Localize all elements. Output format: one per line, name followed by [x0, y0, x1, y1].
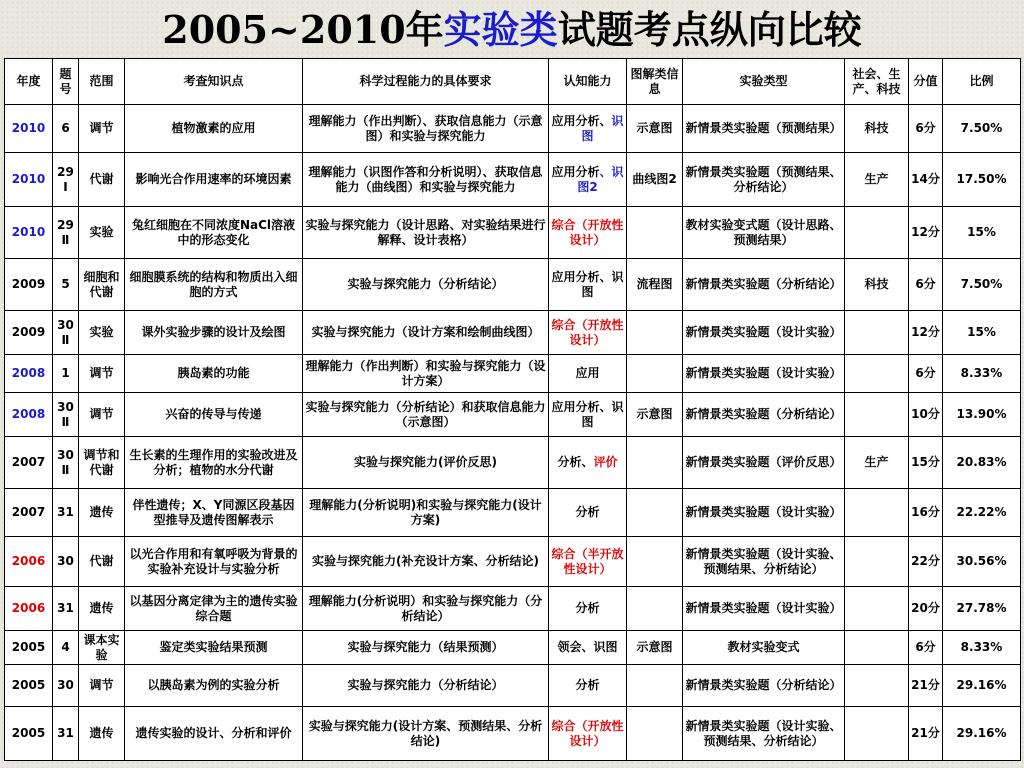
cell-graph [627, 311, 683, 355]
header-row [5, 59, 1021, 105]
cell-cognitive [549, 105, 627, 153]
table-row [5, 393, 1021, 437]
cell-knowledge: 兴奋的传导与传递 [125, 393, 303, 437]
table-row [5, 437, 1021, 489]
cell-ratio: 17.50% [943, 153, 1021, 207]
cell-cognitive [549, 207, 627, 259]
cell-year: 2009 [5, 311, 53, 355]
cell-num: 30 Ⅱ [53, 311, 79, 355]
table-row [5, 355, 1021, 393]
cell-num: 31 [53, 707, 79, 761]
cell-graph: 曲线图2 [627, 153, 683, 207]
cell-scope: 代谢 [79, 153, 125, 207]
cell-num: 1 [53, 355, 79, 393]
cell-score: 21分 [909, 707, 943, 761]
table-row [5, 587, 1021, 631]
cognitive-part: 应用 [575, 366, 600, 380]
cell-scope: 实验 [79, 311, 125, 355]
cell-cognitive [549, 153, 627, 207]
cell-type: 新情景类实验题（分析结论） [683, 665, 845, 707]
title-prefix: 2005~2010年 [162, 7, 444, 52]
cell-knowledge: 以光合作用和有氧呼吸为背景的实验补充设计与实验分析 [125, 537, 303, 587]
cell-cognitive [549, 393, 627, 437]
cell-scope: 细胞和代谢 [79, 259, 125, 311]
cell-graph [627, 707, 683, 761]
cell-ability: 理解能力（识图作答和分析说明）、获取信息能力（曲线图）和实验与探究能力 [303, 153, 549, 207]
cell-ability: 实验与探究能力(评价反思) [303, 437, 549, 489]
cell-type: 新情景类实验题（设计实验） [683, 587, 845, 631]
cognitive-part: 分析 [575, 678, 600, 692]
cell-year: 2008 [5, 393, 53, 437]
cell-scope: 调节和代谢 [79, 437, 125, 489]
cell-year: 2007 [5, 489, 53, 537]
cell-knowledge: 兔红细胞在不同浓度NaCl溶液中的形态变化 [125, 207, 303, 259]
cell-score: 16分 [909, 489, 943, 537]
cell-ability: 实验与探究能力(设计方案、预测结果、分析结论) [303, 707, 549, 761]
cell-year: 2005 [5, 631, 53, 665]
cell-type: 教材实验变式题（设计思路、预测结果） [683, 207, 845, 259]
cell-knowledge: 课外实验步骤的设计及绘图 [125, 311, 303, 355]
cell-ratio: 27.78% [943, 587, 1021, 631]
cognitive-part: 领会、识图 [557, 640, 618, 654]
cell-score: 12分 [909, 207, 943, 259]
cell-ability: 实验与探究能力（设计思路、对实验结果进行解释、设计表格） [303, 207, 549, 259]
cell-cognitive [549, 355, 627, 393]
cell-knowledge: 鉴定类实验结果预测 [125, 631, 303, 665]
cell-social: 科技 [845, 259, 909, 311]
table-row [5, 537, 1021, 587]
cell-ratio: 20.83% [943, 437, 1021, 489]
cell-graph: 示意图 [627, 105, 683, 153]
cognitive-part: 评价 [593, 455, 618, 469]
cell-graph [627, 207, 683, 259]
cell-ratio: 8.33% [943, 631, 1021, 665]
cell-social: 生产 [845, 437, 909, 489]
cell-knowledge: 遗传实验的设计、分析和评价 [125, 707, 303, 761]
cell-scope: 课本实验 [79, 631, 125, 665]
table-row [5, 259, 1021, 311]
cell-num: 29 Ⅱ [53, 207, 79, 259]
cognitive-part: 分析 [575, 505, 600, 519]
cell-social [845, 393, 909, 437]
cell-cognitive [549, 587, 627, 631]
cell-ratio: 22.22% [943, 489, 1021, 537]
table-row [5, 707, 1021, 761]
cell-scope: 调节 [79, 665, 125, 707]
table-row [5, 311, 1021, 355]
cell-cognitive [549, 311, 627, 355]
cell-num: 31 [53, 587, 79, 631]
cell-graph [627, 437, 683, 489]
cell-scope: 遗传 [79, 587, 125, 631]
cell-year: 2010 [5, 105, 53, 153]
cell-year: 2008 [5, 355, 53, 393]
cognitive-part: 、识图2 [577, 164, 624, 194]
cell-type: 新情景类实验题（评价反思） [683, 437, 845, 489]
cell-social [845, 207, 909, 259]
cell-score: 12分 [909, 311, 943, 355]
cell-ratio: 29.16% [943, 707, 1021, 761]
header-num: 题号 [53, 59, 79, 105]
cognitive-part: 识图 [581, 113, 624, 143]
cell-type: 新情景类实验题（设计实验、预测结果、分析结论） [683, 537, 845, 587]
header-year: 年度 [5, 59, 53, 105]
cell-social: 生产 [845, 153, 909, 207]
cell-social [845, 489, 909, 537]
cell-type: 新情景类实验题（设计实验） [683, 311, 845, 355]
cell-scope: 实验 [79, 207, 125, 259]
header-score: 分值 [909, 59, 943, 105]
cell-num: 6 [53, 105, 79, 153]
cell-ability: 实验与探究能力（分析结论） [303, 665, 549, 707]
title-suffix: 试题考点纵向比较 [557, 7, 862, 52]
cell-cognitive [549, 259, 627, 311]
cell-num: 30 [53, 537, 79, 587]
cell-score: 15分 [909, 437, 943, 489]
cell-num: 4 [53, 631, 79, 665]
cell-knowledge: 生长素的生理作用的实验改进及分析；植物的水分代谢 [125, 437, 303, 489]
cell-ratio: 13.90% [943, 393, 1021, 437]
cognitive-part: 应用分析 [551, 164, 600, 179]
cell-score: 22分 [909, 537, 943, 587]
cell-social: 科技 [845, 105, 909, 153]
cognitive-part: 综合（开放性设计） [551, 217, 624, 247]
cell-score: 21分 [909, 665, 943, 707]
cell-scope: 代谢 [79, 537, 125, 587]
cell-ability: 实验与探究能力(补充设计方案、分析结论) [303, 537, 549, 587]
cognitive-part: 应用分析、识图 [551, 269, 624, 299]
cognitive-part: 分析 [575, 601, 600, 615]
cell-cognitive [549, 707, 627, 761]
cell-year: 2005 [5, 707, 53, 761]
cell-num: 31 [53, 489, 79, 537]
cell-num: 30 Ⅱ [53, 437, 79, 489]
cell-graph [627, 537, 683, 587]
cell-type: 新情景类实验题（设计实验、预测结果、分析结论） [683, 707, 845, 761]
cell-graph: 示意图 [627, 393, 683, 437]
cell-cognitive [549, 631, 627, 665]
cell-scope: 调节 [79, 105, 125, 153]
cell-graph [627, 489, 683, 537]
cell-graph: 流程图 [627, 259, 683, 311]
cell-type: 教材实验变式 [683, 631, 845, 665]
cell-type: 新情景类实验题（预测结果、分析结论） [683, 153, 845, 207]
cell-cognitive [549, 537, 627, 587]
table-row [5, 207, 1021, 259]
cell-score: 6分 [909, 105, 943, 153]
cell-type: 新情景类实验题（预测结果） [683, 105, 845, 153]
title-highlight: 实验类 [443, 7, 558, 52]
cell-ability: 理解能力（作出判断）、获取信息能力（示意图）和实验与探究能力 [303, 105, 549, 153]
header-ability: 科学过程能力的具体要求 [303, 59, 549, 105]
cell-knowledge: 细胞膜系统的结构和物质出入细胞的方式 [125, 259, 303, 311]
cell-ratio: 7.50% [943, 259, 1021, 311]
cell-year: 2006 [5, 537, 53, 587]
cell-scope: 遗传 [79, 707, 125, 761]
cell-social [845, 537, 909, 587]
cell-ratio: 8.33% [943, 355, 1021, 393]
page-title [0, 4, 1024, 56]
cell-ratio: 30.56% [943, 537, 1021, 587]
cell-knowledge: 伴性遗传；X、Y同源区段基因型推导及遗传图解表示 [125, 489, 303, 537]
cell-num: 30 [53, 665, 79, 707]
cell-score: 10分 [909, 393, 943, 437]
cell-social [845, 311, 909, 355]
cell-scope: 调节 [79, 355, 125, 393]
cell-ability: 实验与探究能力（分析结论） [303, 259, 549, 311]
cell-score: 6分 [909, 355, 943, 393]
cell-num: 5 [53, 259, 79, 311]
cell-knowledge: 胰岛素的功能 [125, 355, 303, 393]
cell-score: 6分 [909, 631, 943, 665]
cell-knowledge: 植物激素的应用 [125, 105, 303, 153]
table-row [5, 489, 1021, 537]
cognitive-part: 综合（半开放性设计） [551, 546, 624, 576]
cell-graph: 示意图 [627, 631, 683, 665]
cell-social [845, 631, 909, 665]
cell-type: 新情景类实验题（分析结论） [683, 393, 845, 437]
cell-ability: 理解能力(分析说明)和实验与探究能力(设计方案) [303, 489, 549, 537]
cell-graph [627, 587, 683, 631]
cell-ability: 理解能力（作出判断）和实验与探究能力（设计方案） [303, 355, 549, 393]
cell-year: 2010 [5, 207, 53, 259]
header-cognitive: 认知能力 [549, 59, 627, 105]
cell-graph [627, 665, 683, 707]
cell-ability: 理解能力(分析说明）和实验与探究能力（分析结论） [303, 587, 549, 631]
cell-social [845, 707, 909, 761]
cell-scope: 遗传 [79, 489, 125, 537]
table-body [5, 105, 1021, 761]
cell-score: 6分 [909, 259, 943, 311]
cell-type: 新情景类实验题（设计实验） [683, 355, 845, 393]
cell-knowledge: 以胰岛素为例的实验分析 [125, 665, 303, 707]
header-scope: 范围 [79, 59, 125, 105]
cell-ability: 实验与探究能力（设计方案和绘制曲线图） [303, 311, 549, 355]
cell-scope: 调节 [79, 393, 125, 437]
cell-ratio: 15% [943, 207, 1021, 259]
cognitive-part: 应用分析、 [551, 113, 612, 128]
cell-social [845, 587, 909, 631]
cognitive-part: 综合（开放性设计） [551, 317, 624, 347]
cell-score: 14分 [909, 153, 943, 207]
cognitive-part: 应用分析、识图 [551, 399, 624, 429]
cell-graph [627, 355, 683, 393]
cell-type: 新情景类实验题（分析结论） [683, 259, 845, 311]
cell-ratio: 29.16% [943, 665, 1021, 707]
cell-year: 2007 [5, 437, 53, 489]
header-knowledge: 考查知识点 [125, 59, 303, 105]
cell-score: 20分 [909, 587, 943, 631]
cell-type: 新情景类实验题（设计实验） [683, 489, 845, 537]
cell-year: 2005 [5, 665, 53, 707]
header-ratio: 比例 [943, 59, 1021, 105]
comparison-table [4, 58, 1021, 761]
cell-cognitive [549, 437, 627, 489]
cognitive-part: 综合（开放性设计） [551, 718, 624, 748]
cell-year: 2010 [5, 153, 53, 207]
cognitive-part: 分析、 [557, 455, 594, 469]
cell-ratio: 7.50% [943, 105, 1021, 153]
cell-num: 30 Ⅱ [53, 393, 79, 437]
cell-num: 29 I [53, 153, 79, 207]
cell-year: 2006 [5, 587, 53, 631]
table-row [5, 153, 1021, 207]
table-row [5, 105, 1021, 153]
cell-social [845, 665, 909, 707]
header-type: 实验类型 [683, 59, 845, 105]
header-graph: 图解类信息 [627, 59, 683, 105]
cell-cognitive [549, 489, 627, 537]
cell-social [845, 355, 909, 393]
table-row [5, 631, 1021, 665]
cell-cognitive [549, 665, 627, 707]
cell-ratio: 15% [943, 311, 1021, 355]
header-social: 社会、生产、科技 [845, 59, 909, 105]
cell-ability: 实验与探究能力（分析结论）和获取信息能力（示意图） [303, 393, 549, 437]
cell-knowledge: 影响光合作用速率的环境因素 [125, 153, 303, 207]
cell-ability: 实验与探究能力（结果预测） [303, 631, 549, 665]
cell-knowledge: 以基因分离定律为主的遗传实验综合题 [125, 587, 303, 631]
cell-year: 2009 [5, 259, 53, 311]
table-row [5, 665, 1021, 707]
